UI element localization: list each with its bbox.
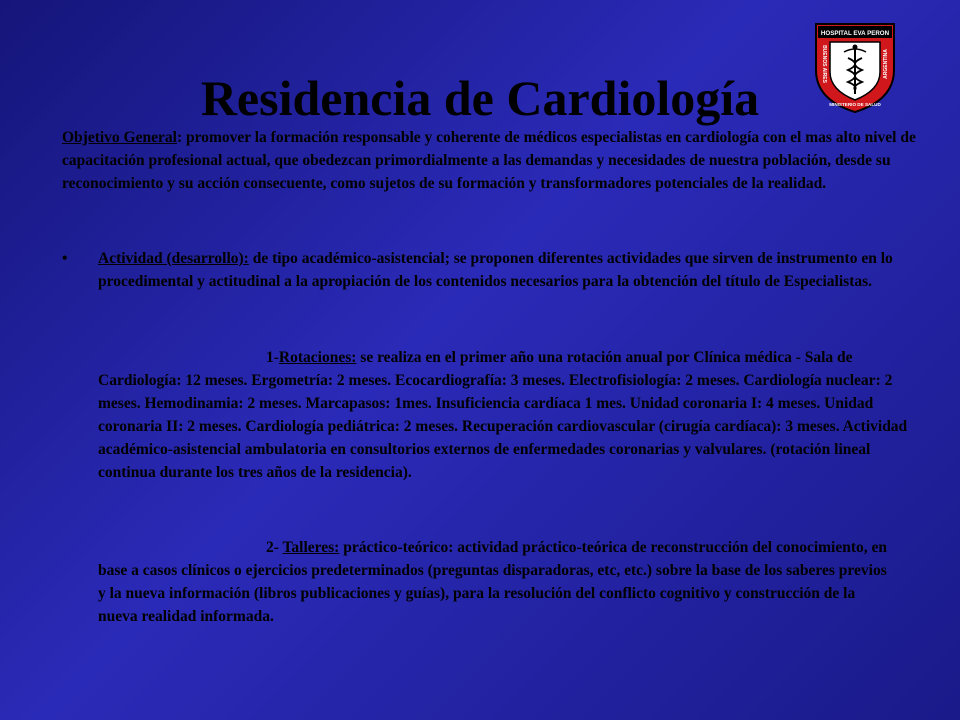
logo-bottom-text: MINISTERIO DE SALUD	[829, 102, 881, 107]
slide-title: Residencia de Cardiología	[200, 70, 760, 126]
talleres-num: 2-	[266, 539, 283, 556]
objetivo-label: Objetivo General	[62, 129, 177, 146]
talleres-label: Talleres:	[282, 539, 340, 556]
objetivo-sep: :	[176, 129, 183, 146]
talleres-text: práctico-teórico: actividad práctico-teórica de reconstrucción del conocimiento, en base a casos clínicos o ejercicios predeterminados (preguntas disparadoras, etc, etc.) sobre la base de los saberes previos y la nueva información (libros publicaciones y guías), para la resolución del conflicto cognitivo y construcción de la nueva realidad informada.	[98, 539, 888, 625]
rotaciones-text: se realiza en el primer año una rotación anual por Clínica médica - Sala de Cardiología: 12 meses. Ergometría: 2 meses. Ecocardiografía: 3 meses. Electrofisiología: 2 meses. Cardiología nuclear: 2 meses. Hemodinamia: 2 meses. Marcapasos: 1mes. Insuficiencia cardíaca 1 mes. Unidad coronaria I: 4 meses. Unidad coronaria II: 2 meses. Cardiología pediátrica: 2 meses. Recuperación cardiovascular (cirugía cardíaca): 3 meses. Actividad académico-asistencial ambulatoria en consultorios externos de enfermedades coronarias y valvulares. (rotación lineal continua durante los tres años de la residencia).	[98, 349, 908, 481]
rotaciones-label: Rotaciones:	[278, 349, 357, 366]
logo-top-text: HOSPITAL EVA PERON	[820, 30, 890, 37]
rotaciones-paragraph	[98, 346, 914, 484]
hospital-caduceus-shield-icon	[812, 18, 898, 114]
objetivo-text: promover la formación responsable y coherente de médicos especialistas en cardiología con el mas alto nivel de capacitación profesional actual, que obedezcan primordialmente a las demandas y necesidades de nuestra población, desde su reconocimiento y su acción consecuente, como sujetos de su formación y transformadores potenciales de la realidad.	[62, 129, 916, 192]
logo-left-text: BUENOS AIRES	[821, 45, 827, 83]
actividad-label: Actividad (desarrollo):	[98, 250, 249, 267]
objetivo-paragraph	[62, 126, 922, 195]
talleres-paragraph	[98, 536, 898, 628]
rotaciones-num: 1-	[266, 349, 279, 366]
actividad-paragraph	[98, 247, 914, 293]
actividad-text: de tipo académico-asistencial; se proponen diferentes actividades que sirven de instrumento en lo procedimental y actitudinal a la apropiación de los contenidos necesarios para la obtención del título de Especialistas.	[98, 250, 893, 290]
logo-right-text: ARGENTINA	[883, 49, 889, 79]
bullet-icon: •	[62, 250, 68, 267]
